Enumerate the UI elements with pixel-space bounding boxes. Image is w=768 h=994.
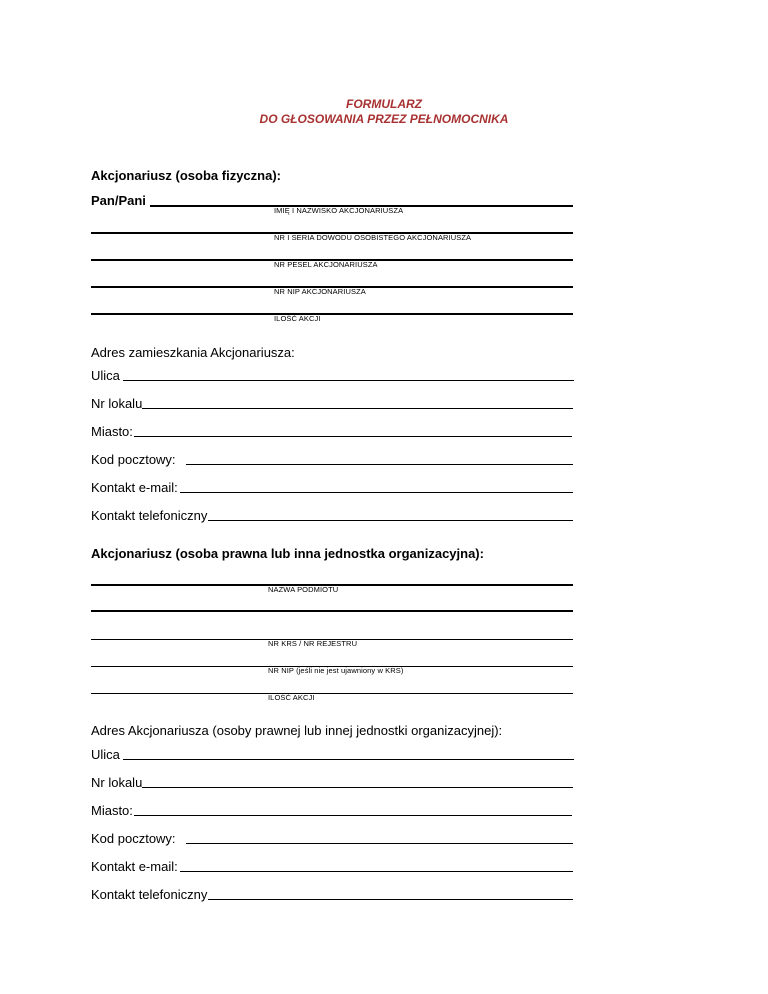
residence-address-heading: Adres zamieszkania Akcjonariusza:	[91, 345, 295, 360]
entity-street-label: Ulica	[91, 747, 120, 762]
caption-entity-shares: ILOŚĆ AKCJI	[268, 693, 315, 702]
city-label: Miasto:	[91, 424, 133, 439]
caption-entity-name: NAZWA PODMIOTU	[268, 585, 339, 594]
natural-person-heading: Akcjonariusz (osoba fizyczna):	[91, 168, 281, 183]
apartment-label: Nr lokalu	[91, 396, 143, 411]
entity-apartment-label: Nr lokalu	[91, 775, 143, 790]
apartment-field-line[interactable]	[142, 408, 573, 409]
phone-field-line[interactable]	[208, 520, 573, 521]
postal-code-field-line[interactable]	[186, 464, 573, 465]
entity-postal-code-label: Kod pocztowy:	[91, 831, 176, 846]
form-title-line2: DO GŁOSOWANIA PRZEZ PEŁNOMOCNIKA	[259, 112, 509, 126]
entity-address-heading: Adres Akcjonariusza (osoby prawnej lub innej jednostki organizacyjnej):	[91, 723, 503, 738]
entity-email-label: Kontakt e-mail:	[91, 859, 178, 874]
entity-phone-field-line[interactable]	[208, 899, 573, 900]
entity-city-field-line[interactable]	[134, 815, 572, 816]
postal-code-label: Kod pocztowy:	[91, 452, 176, 467]
caption-pesel: NR PESEL AKCJONARIUSZA	[274, 260, 378, 269]
caption-krs: NR KRS / NR REJESTRU	[268, 639, 358, 648]
street-field-line[interactable]	[123, 380, 574, 381]
shares-field-line[interactable]	[91, 313, 573, 315]
prefix-label: Pan/Pani	[91, 193, 146, 208]
caption-id: NR I SERIA DOWODU OSOBISTEGO AKCJONARIUSZA	[274, 233, 472, 242]
entity-street-field-line[interactable]	[123, 759, 574, 760]
legal-entity-heading: Akcjonariusz (osoba prawna lub inna jednostka organizacyjna):	[91, 546, 484, 561]
caption-nip: NR NIP AKCJONARIUSZA	[274, 287, 366, 296]
entity-city-label: Miasto:	[91, 803, 133, 818]
caption-entity-nip: NR NIP (jeśli nie jest ujawniony w KRS)	[268, 666, 404, 675]
entity-name-field-line-2[interactable]	[91, 610, 573, 612]
entity-postal-code-field-line[interactable]	[186, 843, 573, 844]
caption-name: IMIĘ I NAZWISKO AKCJONARIUSZA	[274, 206, 404, 215]
entity-apartment-field-line[interactable]	[142, 787, 573, 788]
email-label: Kontakt e-mail:	[91, 480, 178, 495]
entity-shares-field-line[interactable]	[91, 693, 573, 694]
phone-label: Kontakt telefoniczny	[91, 508, 208, 523]
street-label: Ulica	[91, 368, 120, 383]
entity-email-field-line[interactable]	[180, 871, 573, 872]
email-field-line[interactable]	[180, 492, 573, 493]
form-title-line1: FORMULARZ	[346, 97, 422, 111]
city-field-line[interactable]	[134, 436, 572, 437]
caption-shares: ILOŚĆ AKCJI	[274, 314, 321, 323]
entity-phone-label: Kontakt telefoniczny	[91, 887, 208, 902]
